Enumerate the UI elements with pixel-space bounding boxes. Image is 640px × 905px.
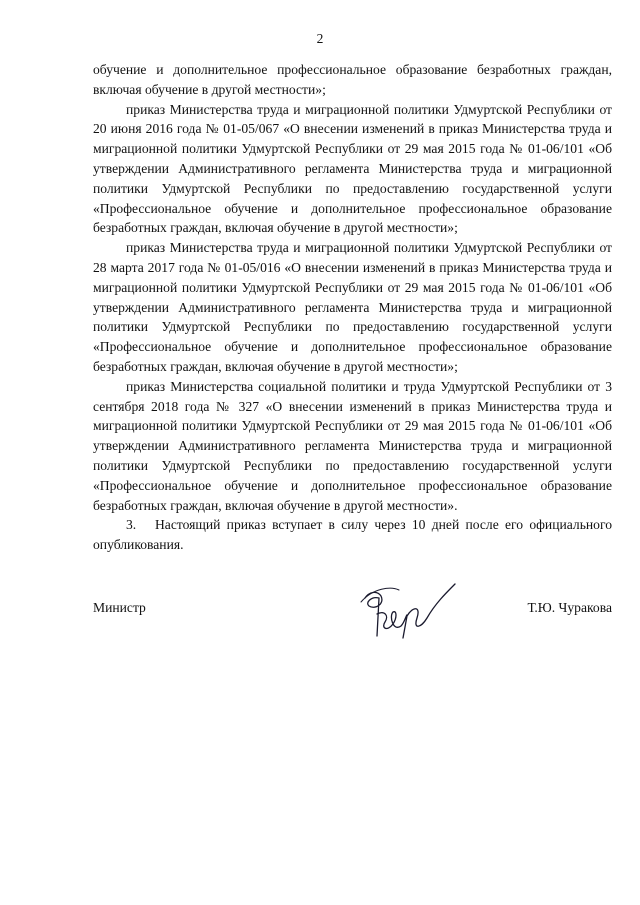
paragraph-order-2018: приказ Министерства социальной политики и труда Удмуртской Республики от 3 сентября 2018 года № 327 «О внесении изменений в приказ Министерства труда и миграционной политики Удмуртской Республики от 29 мая 2015 года № 01-06/101 «Об утверждении Административного регламента Министерства труда и миграционной политики Удмуртской Республики по предоставлению государственной услуги «Профессиональное обучение и дополнительное профессиональное образование безработных граждан, включая обучение в другой местности». — [93, 378, 612, 513]
paragraph-order-2017: приказ Министерства труда и миграционной политики Удмуртской Республики от 28 марта 2017 года № 01-05/016 «О внесении изменений в приказ Министерства труда и миграционной политики Удмуртской Республики от 29 мая 2015 года № 01-06/101 «Об утверждении Административного регламента Министерства труда и миграционной политики Удмуртской Республики по предоставлению государственной услуги «Профессиональное обучение и дополнительное профессиональное образование безработных граждан, включая обучение в другой местности»; — [93, 240, 612, 374]
paragraph-continuation: обучение и дополнительное профессиональное образование безработных граждан, включая обучение в другой местности»; — [93, 62, 612, 97]
signature-block — [93, 576, 612, 646]
handwritten-signature — [351, 576, 461, 644]
document-body — [93, 60, 612, 555]
signer-name: Т.Ю. Чуракова — [527, 600, 612, 615]
paragraph-item-3: 3. Настоящий приказ вступает в силу через 10 дней после его официального опубликования. — [93, 517, 612, 553]
page-number: 2 — [316, 31, 324, 46]
signer-title: Министр — [93, 600, 146, 615]
paragraph-order-2016: приказ Министерства труда и миграционной политики Удмуртской Республики от 20 июня 2016 года № 01-05/067 «О внесении изменений в приказ Министерства труда и миграционной политики Удмуртской Республики от 29 мая 2015 года № 01-06/101 «Об утверждении Административного регламента Министерства труда и миграционной политики Удмуртской Республики по предоставлению государственной услуги «Профессиональное обучение и дополнительное профессиональное образование безработных граждан, включая обучение в другой местности»; — [93, 101, 612, 236]
